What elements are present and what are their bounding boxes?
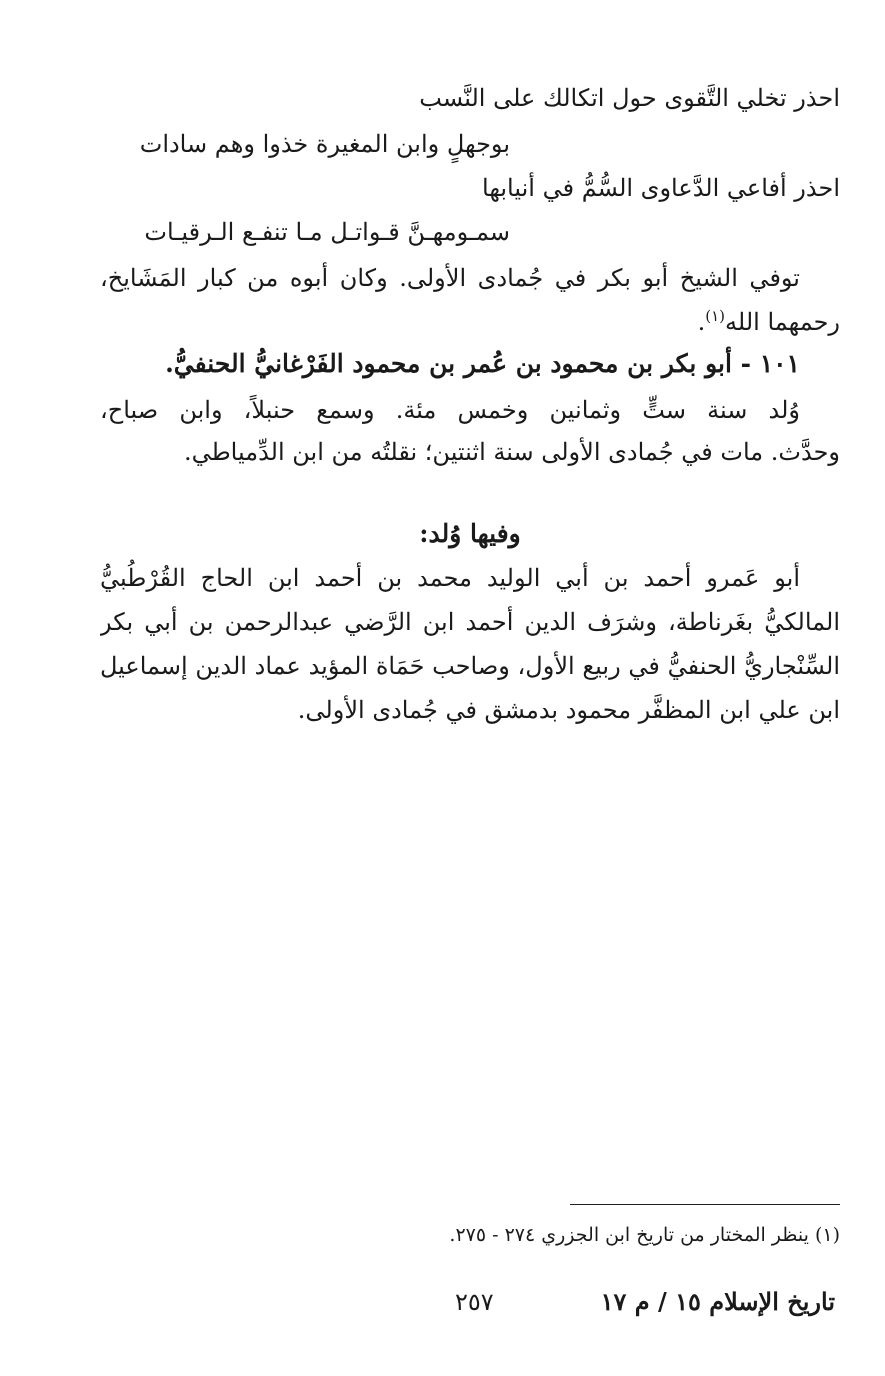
footnote: (١) ينظر المختار من تاريخ ابن الجزري ٢٧٤ - ٢٧٥. xyxy=(449,1224,840,1246)
poem-line-4-text: سمـومهـنَّ قـواتـل مـا تنفـع الـرقيـات xyxy=(144,218,510,246)
footnote-reference: (١) xyxy=(705,307,726,325)
paragraph-1-end: . xyxy=(697,308,706,336)
book-signature: تاريخ الإسلام ١٥ / م ١٧ xyxy=(600,1287,835,1316)
poem-line-1: احذر تخلي التَّقوى حول اتكالك على النَّسب xyxy=(419,84,840,112)
page-number: ٢٥٧ xyxy=(455,1288,494,1316)
entry-101-line-1: وُلد سنة ستٍّ وثمانين وخمس مئة. وسمع حنبلاً، وابن صباح، xyxy=(100,396,800,424)
poem-line-2-text: بوجهلٍ وابن المغيرة خذوا وهم سادات xyxy=(139,130,510,158)
paragraph-1-line-1: توفي الشيخ أبو بكر في جُمادى الأولى. وكان أبوه من كبار المَشَايخ، xyxy=(100,264,800,292)
poem-line-3: احذر أفاعي الدَّعاوى السُّمُّ في أنيابها xyxy=(482,174,840,202)
births-line-4: ابن علي ابن المظفَّر محمود بدمشق في جُمادى الأولى. xyxy=(297,696,840,724)
births-heading: وفيها وُلد: xyxy=(419,519,521,548)
paragraph-1-line-2 xyxy=(100,302,840,342)
entry-101-line-2: وحدَّث. مات في جُمادى الأولى سنة اثنتين؛ نقلتُه من ابن الدِّمياطي. xyxy=(183,438,840,466)
footnote-divider xyxy=(570,1204,840,1205)
births-line-3: السِّنْجاريُّ الحنفيُّ في ربيع الأول، وصاحب حَمَاة المؤيد عماد الدين إسماعيل xyxy=(100,652,840,680)
paragraph-1-text: رحمهما الله xyxy=(725,308,840,336)
births-line-2: المالكيُّ بغَرناطة، وشرَف الدين أحمد ابن الرَّضي عبدالرحمن بن أبي بكر xyxy=(100,608,840,636)
poem-line-4 xyxy=(100,212,840,252)
entry-101-heading: ١٠١ - أبو بكر بن محمود بن عُمر بن محمود الفَرْغانيُّ الحنفيُّ. xyxy=(165,349,800,378)
births-line-1: أبو عَمرو أحمد بن أبي الوليد محمد بن أحمد ابن الحاج القُرْطُبيُّ xyxy=(100,564,800,592)
poem-line-2 xyxy=(100,124,840,164)
